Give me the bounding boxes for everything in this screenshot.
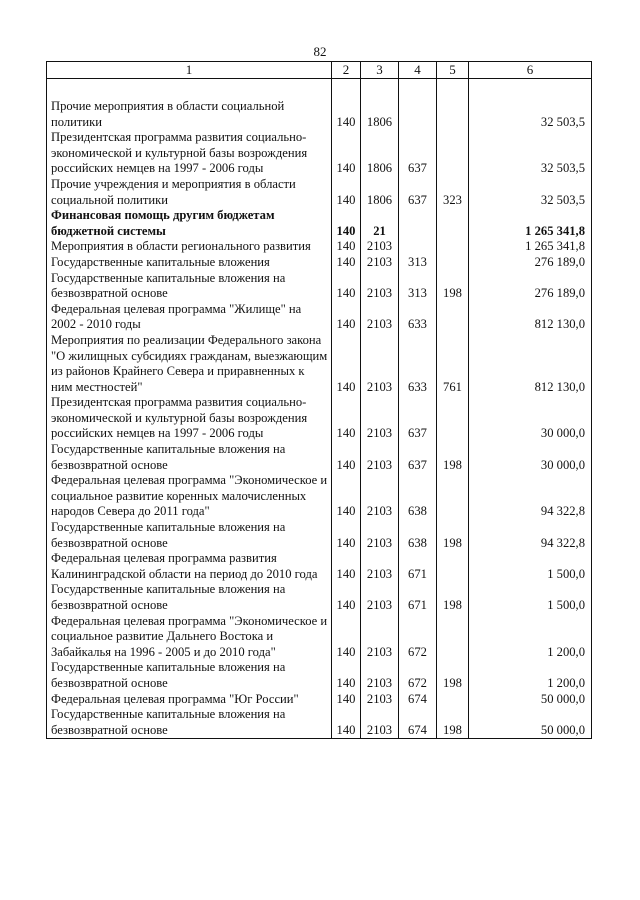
row-name-cell: Прочие учреждения и мероприятия в области социальной политики [47, 177, 332, 208]
row-col2-cell: 140 [332, 520, 361, 551]
table-row [47, 473, 592, 520]
row-col2-cell: 140 [332, 442, 361, 473]
row-col3-cell: 2103 [361, 582, 399, 613]
row-col2-cell: 140 [332, 177, 361, 208]
table-row [47, 239, 592, 255]
table-row [47, 255, 592, 271]
row-col4-cell: 674 [399, 707, 437, 739]
row-col2-cell: 140 [332, 302, 361, 333]
row-col2-cell: 140 [332, 255, 361, 271]
row-name-cell: Федеральная целевая программа "Жилище" на 2002 - 2010 годы [47, 302, 332, 333]
row-amount-cell: 1 200,0 [469, 660, 592, 691]
row-col2-cell: 140 [332, 395, 361, 442]
row-col2-cell: 140 [332, 271, 361, 302]
table-row [47, 271, 592, 302]
table-row [47, 442, 592, 473]
row-col3-cell: 2103 [361, 551, 399, 582]
row-col3-cell: 2103 [361, 255, 399, 271]
row-col4-cell: 671 [399, 582, 437, 613]
row-col5-cell [437, 692, 469, 708]
row-amount-cell: 1 265 341,8 [469, 208, 592, 239]
row-amount-cell: 812 130,0 [469, 302, 592, 333]
row-name-cell: Государственные капитальные вложения на безвозвратной основе [47, 520, 332, 551]
row-name-cell: Государственные капитальные вложения [47, 255, 332, 271]
row-col4-cell [399, 99, 437, 130]
row-amount-cell: 30 000,0 [469, 395, 592, 442]
table-row [47, 582, 592, 613]
row-col3-cell: 2103 [361, 333, 399, 395]
row-col4-cell: 313 [399, 255, 437, 271]
row-col4-cell: 672 [399, 660, 437, 691]
row-col4-cell: 674 [399, 692, 437, 708]
row-col5-cell: 198 [437, 271, 469, 302]
row-col5-cell: 761 [437, 333, 469, 395]
row-name-cell: Мероприятия в области регионального развития [47, 239, 332, 255]
table-row [47, 520, 592, 551]
table-row [47, 395, 592, 442]
row-name-cell: Государственные капитальные вложения на безвозвратной основе [47, 707, 332, 739]
row-amount-cell: 32 503,5 [469, 130, 592, 177]
row-col5-cell: 198 [437, 660, 469, 691]
page-number: 82 [313, 44, 327, 59]
table-row [47, 707, 592, 739]
column-header-3: 3 [361, 62, 399, 79]
row-name-cell: Прочие мероприятия в области социальной политики [47, 99, 332, 130]
row-amount-cell: 32 503,5 [469, 99, 592, 130]
row-col3-cell: 2103 [361, 442, 399, 473]
row-amount-cell: 1 500,0 [469, 551, 592, 582]
row-col5-cell [437, 130, 469, 177]
row-col3-cell: 21 [361, 208, 399, 239]
row-col2-cell: 140 [332, 473, 361, 520]
table-row [47, 177, 592, 208]
row-col5-cell [437, 614, 469, 661]
row-col3-cell: 1806 [361, 99, 399, 130]
row-name-cell: Федеральная целевая программа "Экономическое и социальное развитие коренных малочисленных народов Севера до 2011 года" [47, 473, 332, 520]
row-col5-cell [437, 208, 469, 239]
row-col5-cell [437, 239, 469, 255]
row-amount-cell: 1 500,0 [469, 582, 592, 613]
column-header-1: 1 [47, 62, 332, 79]
table-row [47, 551, 592, 582]
header-row [47, 62, 592, 79]
row-col4-cell: 638 [399, 473, 437, 520]
row-col4-cell: 637 [399, 395, 437, 442]
row-col3-cell: 2103 [361, 660, 399, 691]
table-row [47, 99, 592, 130]
row-amount-cell: 276 189,0 [469, 255, 592, 271]
row-col2-cell: 140 [332, 333, 361, 395]
table-body [47, 79, 592, 739]
row-col3-cell: 2103 [361, 707, 399, 739]
row-col5-cell: 198 [437, 707, 469, 739]
row-col4-cell: 633 [399, 333, 437, 395]
row-col2-cell: 140 [332, 692, 361, 708]
row-col4-cell: 637 [399, 177, 437, 208]
row-name-cell: Государственные капитальные вложения на безвозвратной основе [47, 442, 332, 473]
row-col3-cell: 2103 [361, 395, 399, 442]
row-col5-cell [437, 255, 469, 271]
row-name-cell: Федеральная целевая программа развития Калининградской области на период до 2010 года [47, 551, 332, 582]
row-name-cell: Федеральная целевая программа "Экономическое и социальное развитие Дальнего Востока и Забайкалья на 1996 - 2005 и до 2010 года" [47, 614, 332, 661]
row-col4-cell: 313 [399, 271, 437, 302]
column-header-5: 5 [437, 62, 469, 79]
row-amount-cell: 1 265 341,8 [469, 239, 592, 255]
table-row [47, 208, 592, 239]
column-header-2: 2 [332, 62, 361, 79]
row-col4-cell [399, 208, 437, 239]
row-col4-cell [399, 239, 437, 255]
row-col3-cell: 2103 [361, 614, 399, 661]
row-col5-cell [437, 551, 469, 582]
row-name-cell: Государственные капитальные вложения на безвозвратной основе [47, 660, 332, 691]
row-col2-cell: 140 [332, 130, 361, 177]
row-col4-cell: 637 [399, 130, 437, 177]
row-amount-cell: 30 000,0 [469, 442, 592, 473]
row-amount-cell: 1 200,0 [469, 614, 592, 661]
row-col5-cell [437, 473, 469, 520]
row-col2-cell: 140 [332, 99, 361, 130]
row-col5-cell [437, 395, 469, 442]
table-row [47, 692, 592, 708]
column-header-6: 6 [469, 62, 592, 79]
row-col3-cell: 1806 [361, 130, 399, 177]
row-col4-cell: 633 [399, 302, 437, 333]
row-col5-cell: 198 [437, 582, 469, 613]
row-col3-cell: 1806 [361, 177, 399, 208]
row-name-cell: Федеральная целевая программа "Юг России" [47, 692, 332, 708]
row-col4-cell: 672 [399, 614, 437, 661]
row-col2-cell: 140 [332, 660, 361, 691]
row-amount-cell: 50 000,0 [469, 707, 592, 739]
budget-table [46, 61, 592, 739]
row-col5-cell: 198 [437, 520, 469, 551]
row-col2-cell: 140 [332, 239, 361, 255]
row-amount-cell: 94 322,8 [469, 473, 592, 520]
row-col4-cell: 671 [399, 551, 437, 582]
row-name-cell: Государственные капитальные вложения на безвозвратной основе [47, 271, 332, 302]
table-row [47, 614, 592, 661]
table-row [47, 302, 592, 333]
row-col3-cell: 2103 [361, 692, 399, 708]
row-col3-cell: 2103 [361, 302, 399, 333]
row-amount-cell: 94 322,8 [469, 520, 592, 551]
row-col3-cell: 2103 [361, 520, 399, 551]
row-col5-cell: 198 [437, 442, 469, 473]
row-name-cell: Президентская программа развития социально-экономической и культурной базы возрождения российских немцев на 1997 - 2006 годы [47, 130, 332, 177]
row-amount-cell: 276 189,0 [469, 271, 592, 302]
row-name-cell: Президентская программа развития социально-экономической и культурной базы возрождения российских немцев на 1997 - 2006 годы [47, 395, 332, 442]
row-col2-cell: 140 [332, 707, 361, 739]
row-col4-cell: 637 [399, 442, 437, 473]
row-name-cell: Мероприятия по реализации Федерального закона "О жилищных субсидиях гражданам, выезжающим из районов Крайнего Севера и приравненных к ним местностей" [47, 333, 332, 395]
row-amount-cell: 812 130,0 [469, 333, 592, 395]
row-name-cell: Финансовая помощь другим бюджетам бюджетной системы [47, 208, 332, 239]
table-row [47, 130, 592, 177]
row-col5-cell: 323 [437, 177, 469, 208]
row-col2-cell: 140 [332, 582, 361, 613]
row-amount-cell: 50 000,0 [469, 692, 592, 708]
row-col5-cell [437, 302, 469, 333]
row-col2-cell: 140 [332, 614, 361, 661]
row-amount-cell: 32 503,5 [469, 177, 592, 208]
table-row [47, 333, 592, 395]
row-col5-cell [437, 99, 469, 130]
row-col3-cell: 2103 [361, 271, 399, 302]
row-col3-cell: 2103 [361, 239, 399, 255]
column-header-4: 4 [399, 62, 437, 79]
row-name-cell: Государственные капитальные вложения на безвозвратной основе [47, 582, 332, 613]
row-col4-cell: 638 [399, 520, 437, 551]
row-col2-cell: 140 [332, 551, 361, 582]
table-row [47, 660, 592, 691]
spacer-row [47, 79, 592, 100]
row-col3-cell: 2103 [361, 473, 399, 520]
row-col2-cell: 140 [332, 208, 361, 239]
